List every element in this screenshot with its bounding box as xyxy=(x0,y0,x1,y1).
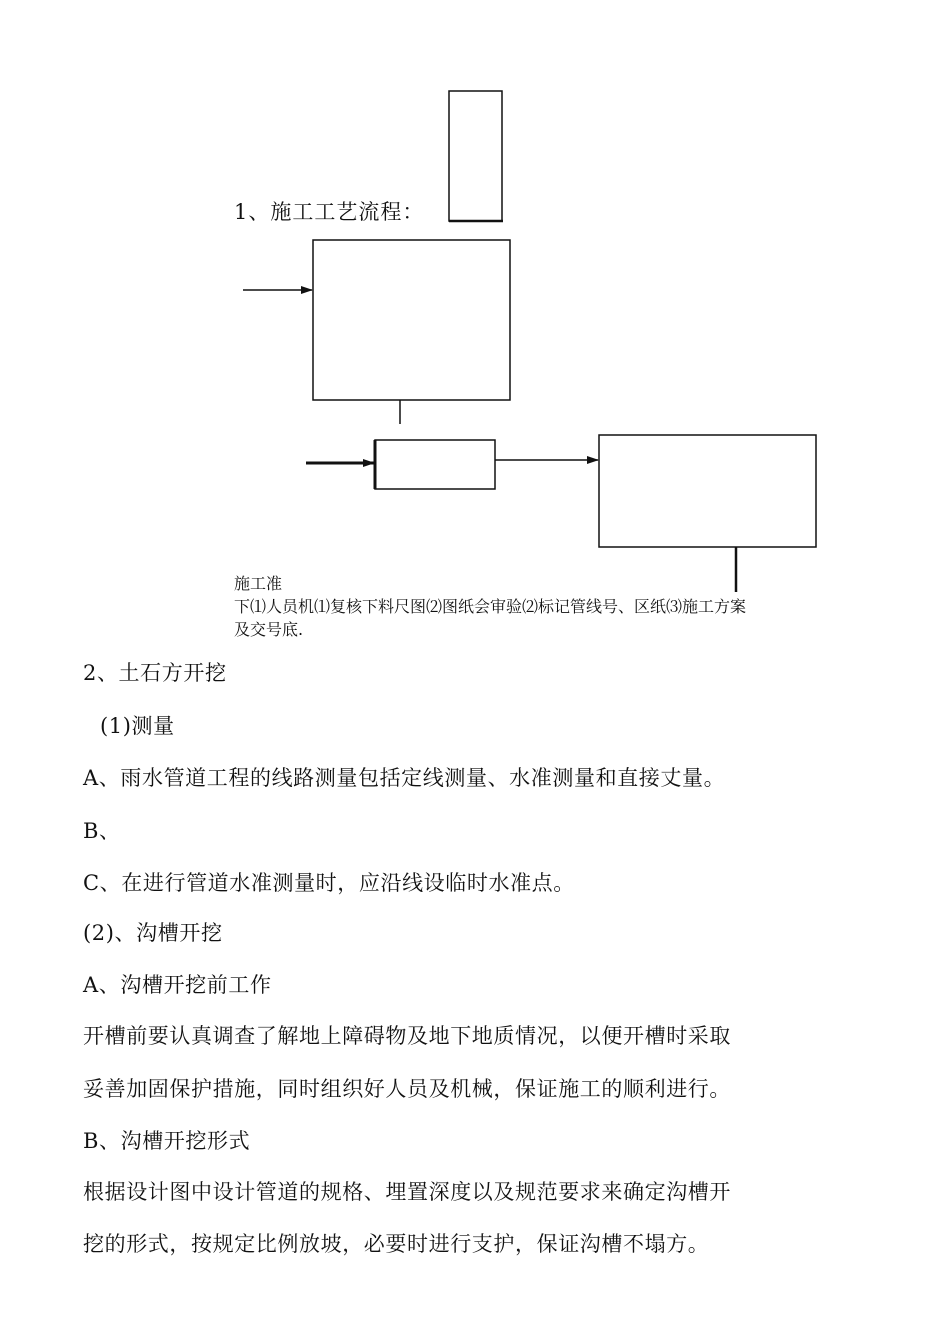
section-heading: 2、土石方开挖 xyxy=(83,661,227,685)
flowchart-note-line: 下⑴人员机⑴复核下料尺图⑵图纸会审验⑵标记管线号、区纸⑶施工方案 xyxy=(234,597,747,616)
paragraph-line: 开槽前要认真调查了解地上障碍物及地下地质情况，以便开槽时采取 xyxy=(83,1024,731,1048)
paragraph-line: C、在进行管道水准测量时，应沿线设临时水准点。 xyxy=(83,871,575,895)
flow-box-right xyxy=(599,435,816,547)
flow-box-top xyxy=(449,91,502,221)
subsection-heading: (1)测量 xyxy=(100,714,175,738)
paragraph-line: 挖的形式，按规定比例放坡，必要时进行支护，保证沟槽不塌方。 xyxy=(83,1232,710,1256)
paragraph-line: 根据设计图中设计管道的规格、埋置深度以及规范要求来确定沟槽开 xyxy=(83,1180,731,1204)
paragraph-line: A、雨水管道工程的线路测量包括定线测量、水准测量和直接丈量。 xyxy=(83,766,726,790)
flowchart-note-line: 及交号底. xyxy=(234,620,304,639)
flowchart-notes xyxy=(234,572,914,641)
flow-box-small xyxy=(375,440,495,489)
paragraph-line: 妥善加固保护措施，同时组织好人员及机械，保证施工的顺利进行。 xyxy=(83,1077,731,1101)
subsection-heading: (2)、沟槽开挖 xyxy=(83,921,223,945)
flowchart-title: 1、施工工艺流程： xyxy=(234,200,425,224)
process-flowchart xyxy=(0,0,950,660)
paragraph-heading: A、沟槽开挖前工作 xyxy=(83,973,272,997)
flow-box-main xyxy=(313,240,510,400)
flowchart-note-line: 施工准 xyxy=(234,574,283,593)
paragraph-line: B、 xyxy=(83,819,121,843)
paragraph-heading: B、沟槽开挖形式 xyxy=(83,1129,251,1153)
